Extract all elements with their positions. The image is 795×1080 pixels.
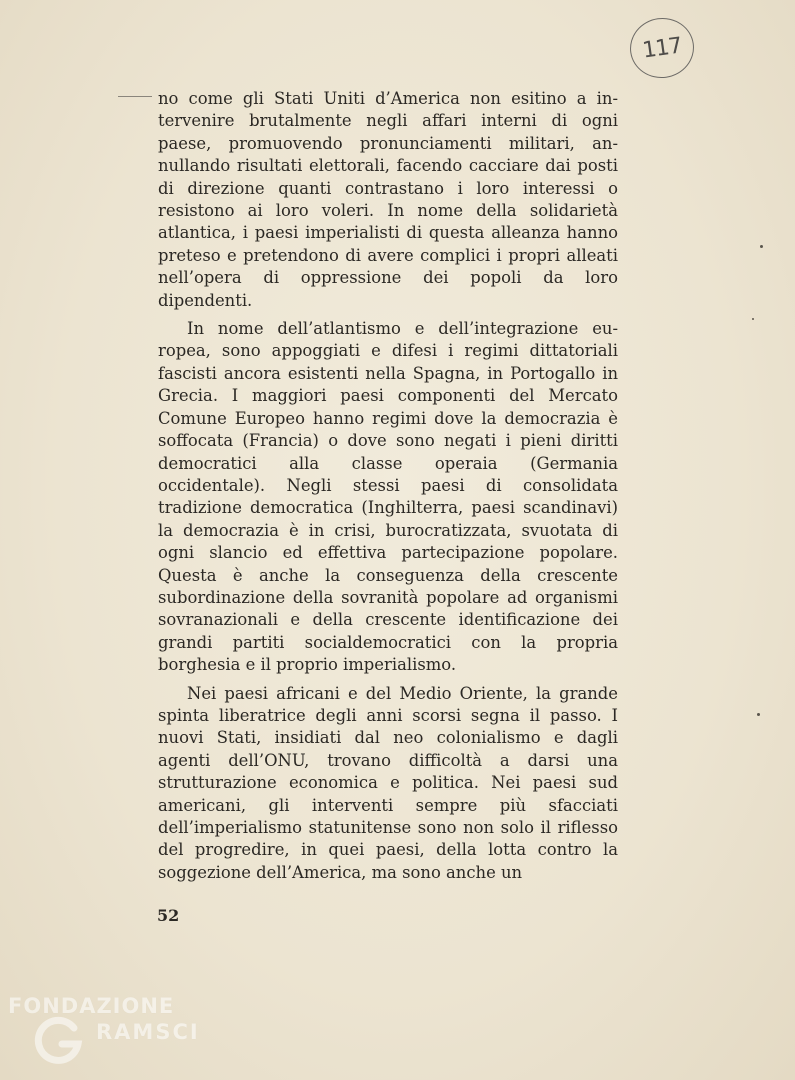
- archive-number-stamp: [626, 14, 698, 82]
- paragraph-atlantismo: In nome dell’atlantismo e dell’integrazione europea, sono appoggiati e difesi i regimi dittatoriali fascisti ancora esistenti nella Spagna, in Portogallo in Grecia. I maggiori paesi componenti del Mercato Comune Europeo hanno regimi dove la democrazia è soffocata (Francia) o dove sono negati i pieni diritti democratici alla classe operaia (Germania occidentale). Negli stessi paesi di consolidata tradizione democratica (Inghilterra, paesi scandinavi) la democrazia è in crisi, burocratizzata, svuotata di ogni slancio ed effettiva partecipazione popolare. Questa è anche la conseguenza della crescente subordinazione della sovranità popolare ad organismi sovranazionali e della crescente identificazione dei grandi partiti socialdemocratici con la propria borghesia e il proprio imperialismo.: [158, 319, 618, 675]
- archive-number: 117: [640, 32, 684, 64]
- body-text: [158, 88, 618, 884]
- speck: [760, 245, 763, 248]
- fondazione-gramsci-watermark: [8, 990, 208, 1070]
- gramsci-g-logo-icon: [34, 1014, 86, 1066]
- page-number: 52: [157, 906, 180, 925]
- speck: [757, 713, 760, 716]
- margin-pencil-mark: [118, 96, 152, 97]
- watermark-line1: FONDAZIONE: [8, 994, 175, 1018]
- paragraph-continuation: no come gli Stati Uniti d’America non esitino a intervenire brutalmente negli affari interni di ogni paese, promuovendo pronunciamenti militari, annullando risultati elettorali, facendo cacciare dai posti di direzione quanti contrastano i loro interessi o resistono ai loro voleri. In nome della solidarietà atlantica, i paesi imperialisti di questa alleanza hanno preteso e pretendono di avere complici i propri alleati nell’opera di oppressione dei popoli da loro dipendenti.: [158, 89, 618, 310]
- speck: [752, 318, 754, 320]
- watermark-line2: RAMSCI: [96, 1020, 200, 1044]
- paragraph-paesi-africani: Nei paesi africani e del Medio Oriente, la grande spinta liberatrice degli anni scorsi segna il passo. I nuovi Stati, insidiati dal neo colonialismo e dagli agenti dell’ONU, trovano difficoltà a darsi una strutturazione economica e politica. Nei paesi sud americani, gli interventi sempre più sfacciati dell’imperialismo statunitense sono non solo il riflesso del progredire, in quei paesi, della lotta contro la soggezione dell’America, ma sono anche un: [158, 683, 618, 882]
